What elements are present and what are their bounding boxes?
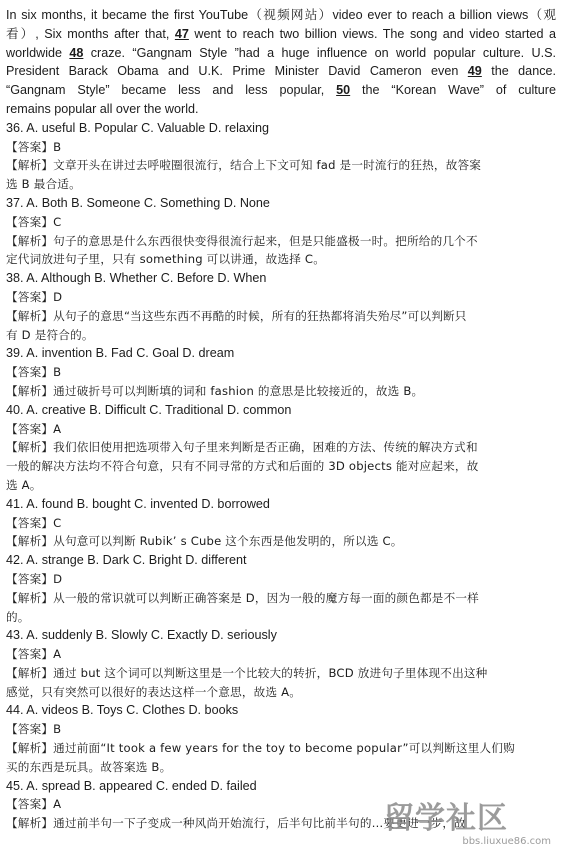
answer-line: 【答案】B [6, 722, 62, 737]
passage-text: President Barack Obama and U.K. Prime Minister David Cameron even [6, 64, 468, 79]
blank-number: 48 [69, 45, 84, 60]
passage-line [6, 62, 556, 81]
passage-text: went to reach two billion views. The song and video started a [188, 26, 556, 41]
site-watermark [380, 793, 555, 849]
question-options: 44. A. videos B. Toys C. Clothes D. books [6, 703, 239, 718]
passage [6, 6, 556, 119]
answer-line: 【答案】C [6, 515, 62, 530]
passage-text: the dance. [481, 64, 556, 79]
analysis-line: 【解析】从句意可以判断 Rubik’ s Cube 这个东西是他发明的，所以选 C。 [6, 534, 403, 549]
passage-text: “Gangnam Style” became less and less popular, [6, 83, 337, 98]
passage-text: worldwide [6, 45, 70, 60]
answer-line: 【答案】A [6, 797, 62, 812]
passage-text: 看）, Six months after that, [6, 26, 175, 41]
analysis-line: 【解析】通过前面“It took a few years for the toy to become popular”可以判断这里人们购 [6, 741, 515, 756]
analysis-line: 【解析】通过 but 这个词可以判断这里是一个比较大的转折，BCD 放进句子里体现不出这种 [6, 665, 488, 680]
analysis-line: 定代词放进句子里，只有 something 可以讲通，故选择 C。 [6, 252, 326, 267]
analysis-line: 【解析】句子的意思是什么东西很快变得很流行起来，但是只能盛极一时。把所给的几个不 [6, 233, 478, 248]
analysis-line: 的。 [6, 609, 30, 624]
watermark-logo: 留学社区 [384, 801, 508, 836]
analysis-line: 有 D 是符合的。 [6, 327, 94, 342]
analysis-line: 【解析】文章开头在讲过去呼啦圈很流行，结合上下文可知 fad 是一时流行的狂热，故答案 [6, 158, 482, 173]
analysis-line: 【解析】我们依旧使用把选项带入句子里来判断是否正确，困难的方法、传统的解决方式和 [6, 440, 478, 455]
question-options: 43. A. suddenly B. Slowly C. Exactly D. seriously [6, 628, 277, 643]
analysis-line: 【解析】通过破折号可以判断填的词和 fashion 的意思是比较接近的，故选 B。 [6, 383, 424, 398]
question-block [6, 551, 556, 626]
answer-line: 【答案】D [6, 571, 63, 586]
passage-text: craze. “Gangnam Style ”had a huge influence on world popular culture. U.S. [83, 45, 556, 60]
analysis-line: 【解析】通过前半句一下子变成一种风尚开始流行，后半句比前半句的…要更进一步，故 [6, 816, 466, 831]
question-options: 42. A. strange B. Dark C. Bright D. different [6, 553, 247, 568]
analysis-line: 一般的解决方法均不符合句意，只有不同寻常的方式和后面的 3D objects 能对应起来，故 [6, 459, 479, 474]
question-block [6, 495, 556, 551]
passage-line [6, 25, 556, 44]
analysis-line: 选 B 最合适。 [6, 177, 81, 192]
blank-number: 49 [467, 64, 482, 79]
question-block [6, 269, 556, 344]
analysis-line: 买的东西是玩具。故答案选 B。 [6, 759, 172, 774]
analysis-line: 感觉，只有突然可以很好的表达这样一个意思，故选 A。 [6, 684, 302, 699]
answer-line: 【答案】A [6, 647, 62, 662]
answer-line: 【答案】B [6, 365, 62, 380]
question-options: 45. A. spread B. appeared C. ended D. failed [6, 778, 257, 793]
answer-line: 【答案】B [6, 139, 62, 154]
answer-line: 【答案】C [6, 214, 62, 229]
question-options: 36. A. useful B. Popular C. Valuable D. relaxing [6, 120, 269, 135]
question-options: 41. A. found B. bought C. invented D. borrowed [6, 496, 270, 511]
passage-line [6, 81, 556, 100]
passage-line [6, 44, 556, 63]
question-block [6, 194, 556, 269]
document-page [6, 6, 556, 833]
analysis-line: 选 A。 [6, 477, 42, 492]
question-options: 38. A. Although B. Whether C. Before D. When [6, 271, 267, 286]
passage-line: remains popular all over the world. [6, 101, 199, 116]
blank-number: 50 [336, 83, 351, 98]
question-options: 40. A. creative B. Difficult C. Traditional D. common [6, 402, 292, 417]
watermark-url: bbs.liuxue86.com [462, 836, 551, 847]
question-block [6, 626, 556, 701]
passage-line: In six months, it became the first YouTube（视频网站）video ever to reach a billion views（观 [6, 8, 556, 22]
question-block [6, 401, 556, 495]
question-options: 39. A. invention B. Fad C. Goal D. dream [6, 346, 235, 361]
question-block [6, 701, 556, 776]
question-block [6, 344, 556, 400]
analysis-line: 【解析】从一般的常识就可以判断正确答案是 D，因为一般的魔方每一面的颜色都是不一样 [6, 590, 479, 605]
analysis-line: 【解析】从句子的意思“当这些东西不再酷的时候，所有的狂热都将消失殆尽”可以判断只 [6, 308, 467, 323]
answer-line: 【答案】A [6, 421, 62, 436]
passage-text: the “Korean Wave” of culture [350, 83, 557, 98]
question-block [6, 119, 556, 194]
question-options: 37. A. Both B. Someone C. Something D. None [6, 195, 270, 210]
answer-line: 【答案】D [6, 289, 63, 304]
blank-number: 47 [174, 26, 189, 41]
